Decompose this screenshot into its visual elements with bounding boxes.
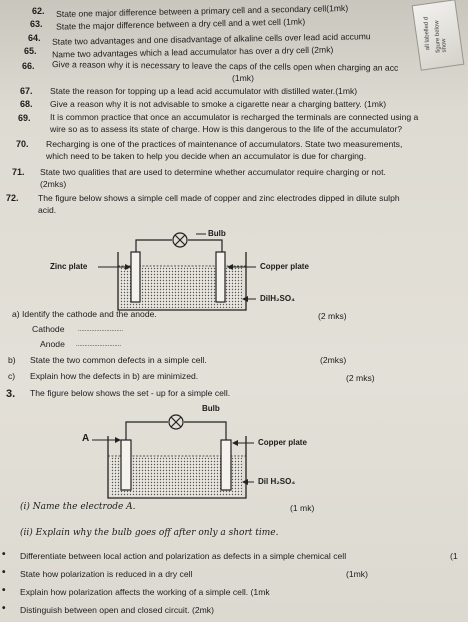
q69-number: 69.	[18, 113, 31, 123]
zinc-plate	[131, 252, 140, 302]
corner-note-1: all labelled d	[423, 16, 432, 51]
anode-answer-line[interactable]: ...........................	[76, 342, 122, 348]
q3-text: The figure below shows the set - up for a simple cell.	[30, 388, 231, 398]
bullet-2: •	[2, 567, 6, 578]
bulb-icon	[173, 233, 187, 247]
copper-plate	[221, 440, 231, 490]
part-b-label: b)	[8, 355, 16, 365]
bottom-item-4-text: Distinguish between open and closed circuit. (2mk)	[20, 605, 214, 615]
bottom-item-2-mark: (1mk)	[346, 569, 368, 579]
part-b-text: State the two common defects in a simple cell.	[30, 355, 207, 365]
anode-label: Anode	[40, 339, 65, 349]
diagram1-bulb-label: Bulb	[208, 229, 226, 238]
bulb-icon	[169, 415, 183, 429]
q71-line1: State two qualities that are used to determine whether accumulator require charging or not.	[40, 167, 386, 177]
q64-number: 64.	[28, 33, 41, 43]
part-b-mark: (2mks)	[320, 355, 347, 365]
q66-text: Give a reason why it is necessary to leave the caps of the cells open when charging an acc	[51, 59, 399, 73]
q65-text: Name two advantages which a lead accumulator has over a dry cell (2mk)	[51, 44, 334, 60]
q3ii-text: (ii) Explain why the bulb goes off after only a short time.	[20, 528, 279, 538]
bullet-4: •	[2, 603, 6, 614]
diagram2-bulb-label: Bulb	[202, 404, 220, 413]
q68-text: Give a reason why it is not advisable to smoke a cigarette near a charging battery. (1mk)	[50, 99, 387, 109]
q67-number: 67.	[20, 86, 33, 96]
q3-number: 3.	[6, 388, 16, 400]
q71-mark: (2mks)	[40, 179, 67, 189]
q66-mark: (1mk)	[232, 73, 254, 83]
diagram2-copper-label: Copper plate	[258, 438, 307, 447]
part-c-mark: (2 mks)	[346, 373, 375, 383]
diagram2-acid-label: Dil H₂SO₄	[258, 477, 296, 486]
q66-number: 66.	[22, 61, 35, 71]
q63-number: 63.	[30, 19, 43, 29]
q69-line2: wire so as to assess its state of charge. How is this dangerous to the life of the accumulator?	[50, 124, 403, 134]
diagram1-copper-label: Copper plate	[260, 262, 309, 271]
q68-number: 68.	[20, 99, 33, 109]
q71-number: 71.	[12, 167, 25, 177]
q62-number: 62.	[32, 6, 45, 16]
corner-note-2: figure below show	[434, 20, 448, 53]
q3i-text: (i) Name the electrode A.	[20, 502, 136, 512]
q72-number: 72.	[6, 193, 19, 203]
q63-text: State the major difference between a dry cell and a wet cell (1mk)	[55, 16, 306, 32]
bottom-item-2-text: State how polarization is reduced in a dry cell	[20, 569, 193, 579]
diagram1-zinc-label: Zinc plate	[50, 262, 88, 271]
simple-cell-diagram-2	[0, 400, 468, 500]
q70-line1: Recharging is one of the practices of maintenance of accumulators. State two measurements,	[46, 139, 403, 149]
copper-plate	[216, 252, 225, 302]
q70-line2: which need to be taken to help you decide when an accumulator is due for charging.	[46, 151, 367, 161]
q62-text: State one major difference between a primary cell and a secondary cell(1mk)	[55, 2, 349, 20]
q3i-mark: (1 mk)	[290, 503, 315, 513]
q72-line2: acid.	[38, 205, 57, 215]
diagram1-acid-label: DilH₂SO₄	[260, 294, 295, 303]
q65-number: 65.	[24, 46, 37, 56]
cathode-label: Cathode	[32, 324, 65, 334]
q70-number: 70.	[16, 139, 29, 149]
bullet-3: •	[2, 585, 6, 596]
diagram2-a-label: A	[82, 433, 90, 444]
bottom-item-3-text: Explain how polarization affects the working of a simple cell. (1mk	[20, 587, 270, 597]
electrode-a	[121, 440, 131, 490]
q72-line1: The figure below shows a simple cell made of copper and zinc electrodes dipped in dilute sulph	[38, 193, 400, 203]
q64-text: State two advantages and one disadvantage of alkaline cells over lead acid accumu	[51, 31, 371, 47]
cathode-answer-line[interactable]: ...........................	[78, 327, 124, 333]
folded-paper-corner	[412, 0, 465, 71]
part-c-text: Explain how the defects in b) are minimized.	[30, 371, 199, 381]
part-a-mark: (2 mks)	[318, 311, 347, 321]
q69-line1: It is common practice that once an accumulator is recharged the terminals are connected using a	[50, 112, 419, 122]
part-a-text: a) Identify the cathode and the anode.	[12, 309, 157, 319]
bottom-item-1-text: Differentiate between local action and polarization as defects in a simple chemical cell	[20, 551, 347, 561]
bottom-item-1-mark: (1	[450, 551, 458, 561]
bullet-1: •	[2, 549, 6, 560]
part-c-label: c)	[8, 371, 16, 381]
q67-text: State the reason for topping up a lead acid accumulator with distilled water.(1mk)	[50, 86, 358, 96]
